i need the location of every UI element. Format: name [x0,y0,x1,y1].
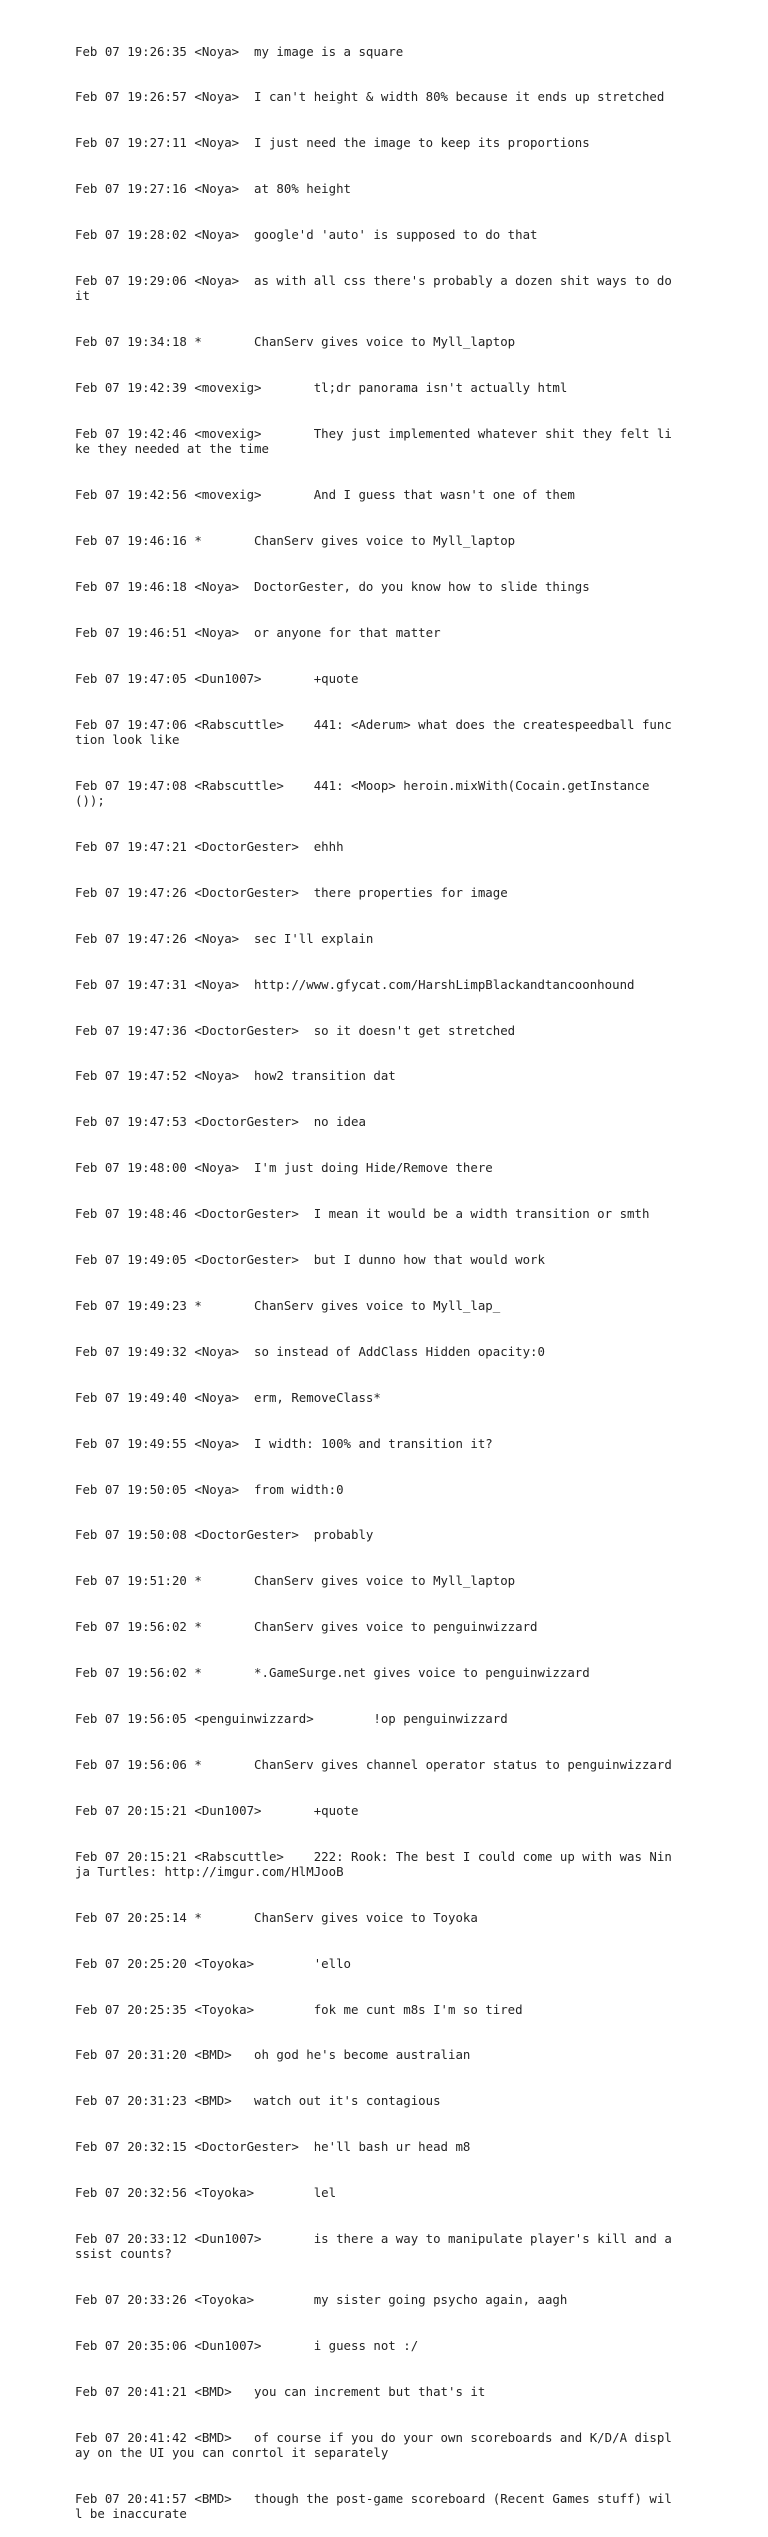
log-line: Feb 07 20:31:23 <BMD> watch out it's contagious [75,2093,441,2109]
log-line: Feb 07 19:47:36 <DoctorGester> so it doesn't get stretched [75,1022,516,1038]
log-line: Feb 07 19:47:53 <DoctorGester> no idea [75,1114,366,1130]
log-line: Feb 07 20:41:21 <BMD> you can increment but that's it [75,2384,486,2400]
log-line: Feb 07 19:50:05 <Noya> from width:0 [75,1481,344,1497]
log-line: Feb 07 19:47:08 <Rabscuttle> 441: <Moop> heroin.mixWith(Cocain.getInstance()); [75,777,650,809]
log-line: Feb 07 19:50:08 <DoctorGester> probably [75,1527,374,1543]
log-line: Feb 07 19:46:18 <Noya> DoctorGester, do you know how to slide things [75,578,590,594]
log-line: Feb 07 20:15:21 <Rabscuttle> 222: Rook: The best I could come up with was Ninja Turtles: http://imgur.com/HlMJooB [75,1848,672,1879]
log-line: Feb 07 20:32:15 <DoctorGester> he'll bash ur head m8 [75,2139,471,2155]
log-line: Feb 07 20:33:26 <Toyoka> my sister going psycho again, aagh [75,2292,568,2308]
log-line: Feb 07 19:49:55 <Noya> I width: 100% and transition it? [75,1435,493,1451]
log-line: Feb 07 19:28:02 <Noya> google'd 'auto' is supposed to do that [75,227,538,243]
log-line: Feb 07 19:42:56 <movexig> And I guess that wasn't one of them [75,487,575,503]
log-line: Feb 07 19:26:57 <Noya> I can't height & width 80% because it ends up stretched [75,89,665,105]
log-line: Feb 07 19:47:26 <Noya> sec I'll explain [75,930,374,946]
log-line: Feb 07 19:27:16 <Noya> at 80% height [75,181,352,197]
log-line: Feb 07 19:49:32 <Noya> so instead of AddClass Hidden opacity:0 [75,1343,545,1359]
log-line: Feb 07 19:49:40 <Noya> erm, RemoveClass* [75,1389,381,1405]
log-line: Feb 07 20:41:42 <BMD> of course if you do your own scoreboards and K/D/A display on the UI you can conrtol it separately [75,2429,672,2461]
log-line: Feb 07 19:49:23 * ChanServ gives voice to Myll_lap_ [75,1297,501,1313]
log-line: Feb 07 20:15:21 <Dun1007> +quote [75,1802,359,1818]
log-line: Feb 07 19:48:00 <Noya> I'm just doing Hide/Remove there [75,1160,493,1176]
log-line: Feb 07 19:47:06 <Rabscuttle> 441: <Aderum> what does the createspeedball function look like [75,716,672,747]
log-line: Feb 07 19:42:46 <movexig> They just implemented whatever shit they felt like they needed at the time [75,426,672,457]
log-line: Feb 07 19:47:52 <Noya> how2 transition dat [75,1068,396,1084]
log-line: Feb 07 19:56:02 * *.GameSurge.net gives voice to penguinwizzard [75,1665,590,1681]
log-line: Feb 07 19:48:46 <DoctorGester> I mean it would be a width transition or smth [75,1206,650,1222]
log-line: Feb 07 20:33:12 <Dun1007> is there a way to manipulate player's kill and assist counts? [75,2231,672,2262]
log-line: Feb 07 19:27:11 <Noya> I just need the image to keep its proportions [75,135,590,151]
log-line: Feb 07 20:25:20 <Toyoka> 'ello [75,1955,352,1971]
log-line: Feb 07 20:41:57 <BMD> though the post-game scoreboard (Recent Games stuff) will be inaccurate [75,2491,672,2522]
log-line: Feb 07 19:56:05 <penguinwizzard> !op penguinwizzard [75,1710,508,1726]
log-line: Feb 07 19:46:51 <Noya> or anyone for that matter [75,624,441,640]
log-line: Feb 07 19:47:26 <DoctorGester> there properties for image [75,884,508,900]
log-line: Feb 07 20:25:14 * ChanServ gives voice to Toyoka [75,1909,478,1925]
log-line: Feb 07 19:56:06 * ChanServ gives channel operator status to penguinwizzard [75,1756,672,1772]
log-line: Feb 07 19:29:06 <Noya> as with all css there's probably a dozen shit ways to do it [75,273,680,304]
log-line: Feb 07 20:25:35 <Toyoka> fok me cunt m8s I'm so tired [75,2001,523,2017]
log-line: Feb 07 19:56:02 * ChanServ gives voice to penguinwizzard [75,1619,538,1635]
log-line: Feb 07 19:47:31 <Noya> http://www.gfycat.com/HarshLimpBlackandtancoonhound [75,976,635,992]
log-line: Feb 07 19:47:21 <DoctorGester> ehhh [75,839,344,855]
log-line: Feb 07 19:47:05 <Dun1007> +quote [75,670,359,686]
log-line: Feb 07 19:49:05 <DoctorGester> but I dunno how that would work [75,1252,545,1268]
log-line: Feb 07 19:34:18 * ChanServ gives voice to Myll_laptop [75,334,516,350]
log-line: Feb 07 19:26:35 <Noya> my image is a square [75,43,404,59]
chat-log [75,13,680,2537]
log-line: Feb 07 20:35:06 <Dun1007> i guess not :/ [75,2338,419,2354]
log-line: Feb 07 20:32:56 <Toyoka> lel [75,2185,337,2201]
log-line: Feb 07 19:51:20 * ChanServ gives voice to Myll_laptop [75,1573,516,1589]
log-line: Feb 07 19:42:39 <movexig> tl;dr panorama isn't actually html [75,380,568,396]
log-line: Feb 07 19:46:16 * ChanServ gives voice to Myll_laptop [75,533,516,549]
log-line: Feb 07 20:31:20 <BMD> oh god he's become australian [75,2047,471,2063]
